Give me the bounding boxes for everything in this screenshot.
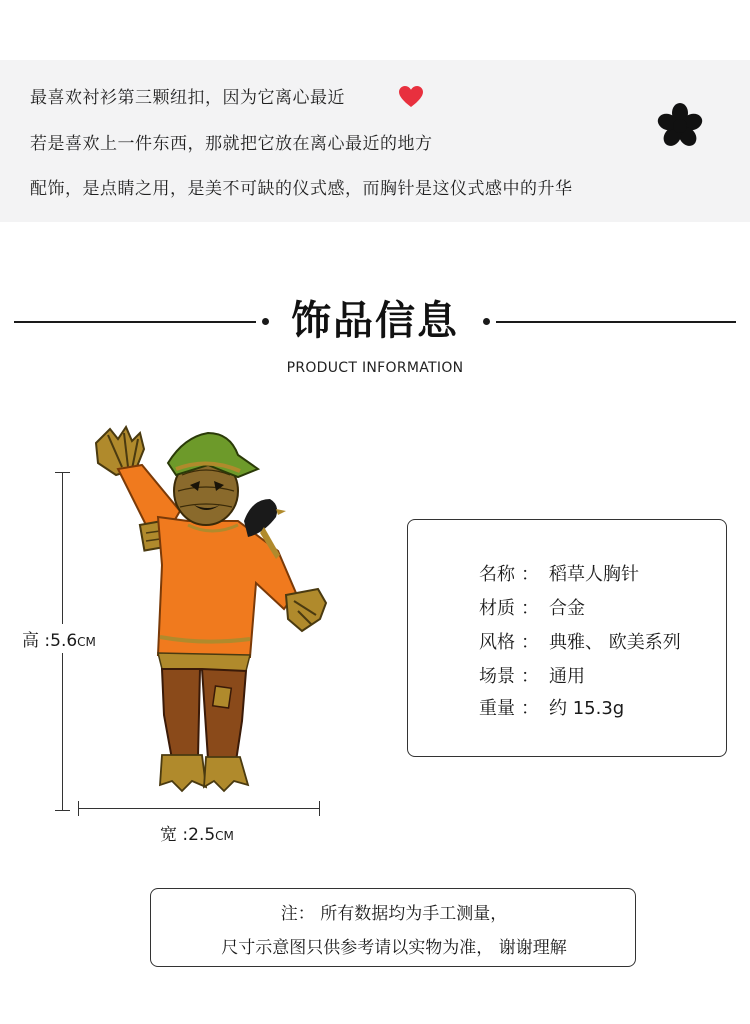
spec-row-scene — [479, 662, 585, 688]
height-value: 高 :5.6 — [22, 631, 78, 651]
measurement-note-box — [150, 888, 636, 967]
spec-value: 稻草人胸针 — [549, 564, 639, 585]
width-dimension-line — [78, 808, 320, 809]
spec-key: 重量 — [479, 698, 515, 719]
title-dot-left — [262, 318, 269, 325]
pant-patch — [213, 686, 232, 708]
section-subtitle: PRODUCT INFORMATION — [286, 360, 464, 376]
spec-row-weight — [479, 694, 624, 720]
spec-value: 合金 — [549, 598, 585, 619]
title-rule-right — [496, 321, 736, 323]
left-pant — [162, 669, 200, 759]
spec-key: 风格 — [479, 632, 515, 653]
width-unit: CM — [215, 829, 234, 843]
spec-value: 约 15.3g — [549, 698, 625, 719]
spec-separator: ： — [521, 598, 539, 619]
heart-icon — [399, 86, 423, 108]
width-dimension-cap-right — [319, 801, 320, 816]
width-value: 宽 :2.5 — [160, 825, 216, 845]
spec-separator: ： — [521, 698, 539, 719]
spec-row-style — [479, 628, 681, 654]
height-unit: CM — [77, 635, 96, 649]
spec-row-name — [479, 560, 639, 586]
flower-icon — [656, 103, 704, 147]
product-spec-box — [407, 519, 727, 757]
right-pant — [202, 669, 246, 761]
title-dot-right — [483, 318, 490, 325]
section-title: 饰品信息 — [291, 298, 459, 344]
width-dimension-cap-left — [78, 801, 79, 816]
note-line-1: 注： 所有数据均为手工测量， — [280, 904, 508, 924]
spec-key: 场景 — [479, 666, 515, 687]
spec-separator: ： — [521, 666, 539, 687]
spec-row-material — [479, 594, 585, 620]
width-label — [160, 818, 234, 847]
height-dimension-cap-top — [55, 472, 70, 473]
intro-line-3: 配饰，是点睛之用，是美不可缺的仪式感，而胸针是这仪式感中的升华 — [30, 179, 573, 199]
title-rule-left — [14, 321, 256, 323]
height-label — [22, 624, 96, 653]
intro-line-2: 若是喜欢上一件东西，那就把它放在离心最近的地方 — [30, 134, 433, 154]
spec-value: 通用 — [549, 666, 585, 687]
scarecrow-brooch-image — [88, 425, 333, 800]
spec-key: 材质 — [479, 598, 515, 619]
shirt — [158, 517, 296, 657]
spec-key: 名称 — [479, 564, 515, 585]
right-hand-straw — [286, 589, 326, 631]
note-line-2: 尺寸示意图只供参考请以实物为准， 谢谢理解 — [221, 938, 567, 958]
height-dimension-cap-bottom — [55, 810, 70, 811]
intro-line-1: 最喜欢衬衫第三颗纽扣，因为它离心最近 — [30, 88, 345, 108]
spec-value: 典雅、 欧美系列 — [549, 632, 681, 653]
spec-separator: ： — [521, 632, 539, 653]
spec-separator: ： — [521, 564, 539, 585]
feet-straw — [160, 755, 248, 791]
